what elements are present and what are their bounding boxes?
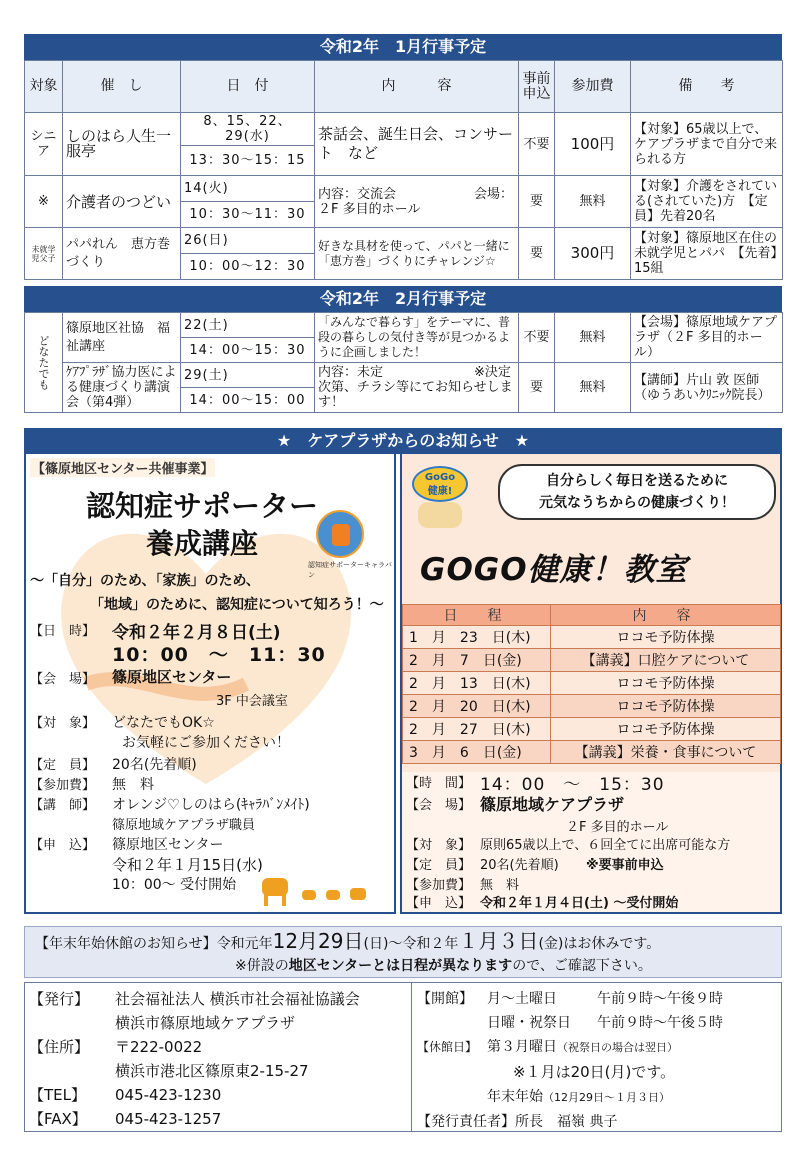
row-date: 29(土)	[181, 363, 315, 388]
publisher-facility: 横浜市篠原地域ケアプラザ	[115, 1014, 296, 1032]
header-registration: 事前申込	[519, 61, 555, 113]
course-tagline-1: ～「自分」のため、「家族」のため、	[30, 573, 260, 589]
caravan-label: 認知症サポーターキャラバン	[308, 561, 392, 579]
course-capacity: 20名(先着順)	[112, 757, 197, 773]
course-venue: 篠原地区センター	[112, 668, 232, 686]
holiday-note: ので、ご確認下さい。	[512, 958, 652, 974]
closed-label: 【休館日】	[417, 1040, 478, 1054]
schedule-date: 3 月 6 日(金)	[403, 741, 551, 764]
responsible-person: 所長 福嶺 典子	[515, 1114, 618, 1130]
row-fee: 無料	[555, 176, 631, 228]
row-time: 14：00～15：00	[181, 388, 315, 413]
fax-label: 【FAX】	[29, 1110, 87, 1128]
target-label: 【対 象】	[406, 838, 472, 853]
schedule-content: 【講義】栄養・食事について	[551, 741, 781, 764]
fee-label: 【参加費】	[30, 778, 96, 793]
course-target: どなたでもOK☆	[112, 715, 215, 731]
course-lecturer: オレンジ♡しのはら(ｷｬﾗﾊﾞﾝﾒｲﾄ)	[112, 797, 310, 813]
class-schedule-table	[402, 604, 781, 764]
apply-label: 【申 込】	[406, 896, 472, 911]
publisher-name: 社会福祉法人 横浜市社会福祉協議会	[115, 990, 360, 1008]
row-target: ※	[25, 176, 63, 228]
row-content: 内容：未定 ※決定次第、チラシ等にてお知らせします！	[315, 363, 519, 413]
class-capacity: 20名(先着順)	[480, 858, 559, 873]
header-date: 日 付	[181, 61, 315, 113]
bubble-line-1: 自分らしく毎日を送るために	[546, 473, 728, 489]
row-registration: 要	[519, 228, 555, 280]
opening-hours: 午前９時～午後５時	[597, 1015, 723, 1031]
row-fee: 100円	[555, 113, 631, 176]
caravan-logo-icon	[316, 510, 364, 558]
row-target: 未就学児父子	[25, 228, 63, 280]
row-content: 茶話会、誕生日会、コンサート など	[315, 113, 519, 176]
course-apply-time: 10：00～ 受付開始	[112, 877, 237, 893]
row-event: 介護者のつどい	[63, 176, 181, 228]
header-target: 対象	[25, 61, 63, 113]
row-fee: 300円	[555, 228, 631, 280]
schedule-date: 1 月 23 日(木)	[403, 626, 551, 649]
venue-label: 【会 場】	[406, 798, 472, 813]
publisher-block	[29, 987, 360, 1131]
schedule-content: ロコモ予防体操	[551, 626, 781, 649]
course-apply-date: 令和２年１月15日(水)	[112, 856, 263, 874]
jan-title: 令和2年 1月行事予定	[24, 34, 782, 60]
schedule-header-date: 日 程	[403, 605, 551, 626]
row-content: 好きな具材を使って、パパと一緒に「恵方巻」づくりにチャレンジ☆	[315, 228, 519, 280]
row-registration: 要	[519, 363, 555, 413]
opening-days: 月～土曜日	[487, 991, 557, 1007]
row-time: 14：00～15：30	[181, 338, 315, 363]
holiday-end: １月３日	[458, 929, 539, 953]
closed-new-year-dates: （12月29日～１月３日）	[543, 1091, 670, 1104]
row-date: 22(土)	[181, 313, 315, 338]
row-note: 【講師】片山 敦 医師（ゆうあいｸﾘﾆｯｸ院長）	[631, 363, 783, 413]
time-label: 【時 間】	[406, 776, 472, 791]
footer	[24, 982, 782, 1132]
course-tagline-2: 「地域」のために、認知症について知ろう！～	[90, 597, 384, 613]
holiday-note: ※併設の	[235, 958, 289, 974]
schedule-content: 【講義】口腔ケアについて	[551, 649, 781, 672]
jan-schedule-table	[24, 60, 783, 280]
schedule-date: 2 月 20 日(木)	[403, 695, 551, 718]
header-note: 備 考	[631, 61, 783, 113]
tel-label: 【TEL】	[29, 1086, 86, 1104]
postal-code: 〒222-0022	[115, 1038, 203, 1056]
schedule-date: 2 月 27 日(木)	[403, 718, 551, 741]
holiday-note-emphasis: 地区センターとは日程が異なります	[288, 958, 513, 974]
row-date: 8、15、22、29(水)	[181, 113, 315, 146]
course-lecturer-2: 篠原地域ケアプラザ職員	[112, 818, 256, 833]
row-event: ｹｱﾌﾟﾗｻﾞ協力医による健康づくり講演会（第4弾）	[63, 363, 181, 413]
class-target: 原則65歳以上で、６回全てに出席可能な方	[480, 838, 731, 853]
bubble-line-2: 元気なうちからの健康づくり！	[539, 495, 735, 511]
row-note: 【対象】篠原地区在住の未就学児とパパ 【先着】15組	[631, 228, 783, 280]
gogo-logo-icon	[412, 466, 468, 502]
holiday-text: (金)はお休みです。	[538, 936, 661, 952]
publisher-label: 【発行】	[29, 990, 90, 1008]
co-host-badge: 【篠原地区センター共催事業】	[30, 458, 215, 477]
row-event: しのはら人生一服亭	[63, 113, 181, 176]
lecturer-label: 【講 師】	[30, 798, 96, 813]
class-room: ２F 多目的ホール	[566, 820, 669, 835]
holiday-notice	[24, 926, 782, 978]
row-registration: 不要	[519, 113, 555, 176]
class-fee: 無 料	[480, 878, 520, 893]
fax-number: 045-423-1257	[115, 1110, 222, 1128]
opening-block	[417, 987, 723, 1134]
course-apply: 篠原地区センター	[112, 837, 224, 853]
capacity-label: 【定 員】	[406, 858, 472, 873]
venue-label: 【会 場】	[30, 672, 96, 687]
capacity-label: 【定 員】	[30, 758, 96, 773]
row-date: 26(日)	[181, 228, 315, 254]
schedule-date: 2 月 13 日(木)	[403, 672, 551, 695]
address: 横浜市港北区篠原東2-15-27	[115, 1062, 309, 1080]
schedule-content: ロコモ予防体操	[551, 672, 781, 695]
course-room: 3F 中会議室	[216, 694, 288, 709]
closed-new-year: 年末年始	[487, 1089, 543, 1105]
notice-title: ★ ケアプラザからのお知らせ ★	[24, 428, 782, 454]
row-target: シニア	[25, 113, 63, 176]
closed-january: ※１月は20日(月)です。	[513, 1063, 676, 1081]
date-label: 【日 時】	[30, 624, 96, 639]
row-fee: 無料	[555, 363, 631, 413]
opening-hours: 午前９時～午後９時	[597, 991, 723, 1007]
schedule-content: ロコモ予防体操	[551, 695, 781, 718]
row-content: 「みんなで暮らす」をテーマに、普段の暮らしの気付き等が見つかるように企画しました！	[315, 313, 519, 363]
row-note: 【対象】介護をされている(されていた)方 【定員】先着20名	[631, 176, 783, 228]
schedule-header-content: 内 容	[551, 605, 781, 626]
target-label: 【対 象】	[30, 716, 96, 731]
class-time: 14：00 ～ 15：30	[480, 775, 665, 795]
course-date: 令和２年２月８日(土)	[112, 623, 281, 643]
row-note: 【会場】篠原地域ケアプラザ（２F 多目的ホール）	[631, 313, 783, 363]
header-content: 内 容	[315, 61, 519, 113]
mascot-icon	[418, 502, 462, 528]
fee-label: 【参加費】	[406, 878, 472, 893]
gogo-logo-text: GoGo	[424, 472, 456, 483]
row-target: どなたでも	[25, 313, 63, 413]
responsible-label: 【発行責任者】	[417, 1114, 515, 1130]
course-fee: 無 料	[112, 777, 154, 793]
holiday-text: 【年末年始休館のお知らせ】令和元年	[35, 936, 273, 952]
header-event: 催 し	[63, 61, 181, 113]
course-subtitle: 養成講座	[146, 527, 259, 560]
row-content: 内容：交流会 会場：２F 多目的ホール	[315, 176, 519, 228]
row-fee: 無料	[555, 313, 631, 363]
header-fee: 参加費	[555, 61, 631, 113]
feb-schedule-table	[24, 312, 783, 413]
apply-label: 【申 込】	[30, 838, 96, 853]
class-apply: 令和２年１月４日(土) ～受付開始	[480, 896, 679, 911]
opening-label: 【開館】	[417, 991, 473, 1007]
course-target-note: お気軽にご参加ください！	[122, 735, 290, 751]
class-details	[402, 772, 780, 912]
row-time: 13：30～15：15	[181, 146, 315, 176]
holiday-text: (日)～令和２年	[363, 936, 459, 952]
course-time: 10：00 ～ 11：30	[112, 644, 326, 666]
tel-number: 045-423-1230	[115, 1086, 222, 1104]
class-venue: 篠原地域ケアプラザ	[480, 795, 625, 814]
row-time: 10：00～12：30	[181, 254, 315, 280]
address-label: 【住所】	[29, 1038, 90, 1056]
row-event: 篠原地区社協 福祉講座	[63, 313, 181, 363]
gogo-logo-text-2: 健康!	[427, 486, 453, 497]
row-date: 14(火)	[181, 176, 315, 202]
row-registration: 不要	[519, 313, 555, 363]
donkey-family-icon	[256, 870, 386, 910]
class-registration-note: ※要事前申込	[586, 858, 664, 873]
dementia-course-panel	[24, 454, 396, 914]
course-title: 認知症サポーター	[86, 489, 319, 523]
holiday-start: 12月29日	[272, 929, 364, 953]
closed-day-note: （祝祭日の場合は翌日）	[557, 1041, 678, 1054]
speech-bubble	[498, 464, 776, 520]
class-title: GOGO健康！教室	[420, 552, 688, 588]
row-event: パパれん 恵方巻づくり	[63, 228, 181, 280]
closed-day: 第３月曜日	[487, 1039, 557, 1055]
schedule-date: 2 月 7 日(金)	[403, 649, 551, 672]
row-registration: 要	[519, 176, 555, 228]
feb-title: 令和2年 2月行事予定	[24, 286, 782, 312]
schedule-content: ロコモ予防体操	[551, 718, 781, 741]
row-time: 10：30～11：30	[181, 202, 315, 228]
opening-days: 日曜・祝祭日	[487, 1015, 571, 1031]
row-note: 【対象】65歳以上で、ケアプラザまで自分で来られる方	[631, 113, 783, 176]
